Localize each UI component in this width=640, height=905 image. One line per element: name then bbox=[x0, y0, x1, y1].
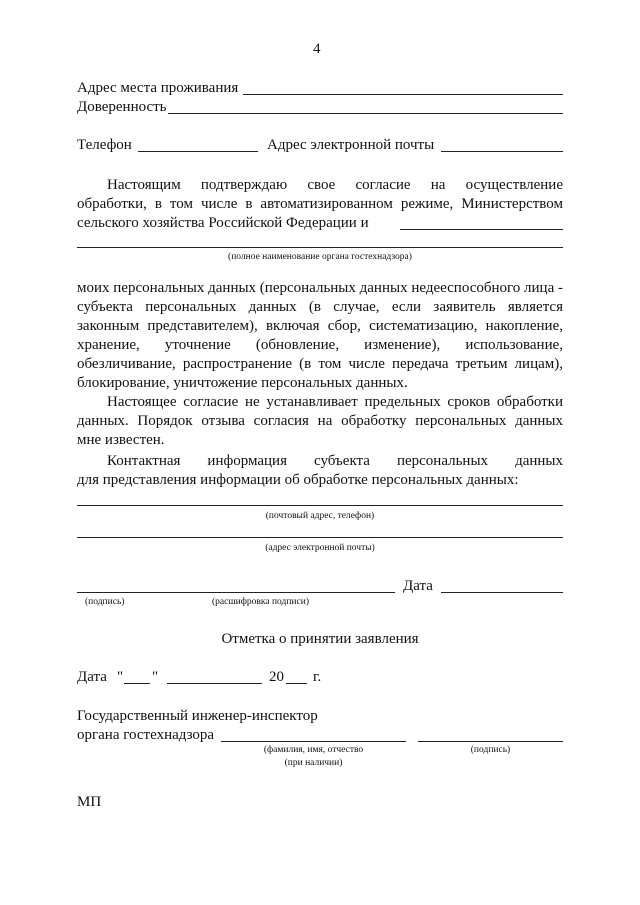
signature-caption: (подпись) bbox=[85, 597, 125, 607]
term-line-2: данных. Порядок отзыва согласия на обработку персональных данных bbox=[77, 413, 563, 429]
postal-caption: (почтовый адрес, телефон) bbox=[265, 511, 375, 521]
body-line-3: законным представителем), включая сбор, систематизацию, накопление, bbox=[77, 318, 563, 334]
body-line-4: хранение, уточнение (обновление, изменение), использование, bbox=[77, 337, 563, 353]
phone-label: Телефон bbox=[77, 137, 132, 153]
signature-date-label: Дата bbox=[403, 578, 433, 594]
signature-field[interactable] bbox=[77, 592, 395, 593]
year-prefix: 20 bbox=[269, 669, 284, 685]
inspector-signature-caption: (подпись) bbox=[470, 745, 511, 755]
phone-field[interactable] bbox=[138, 151, 258, 152]
body-line-6: блокирование, уничтожение персональных данных. bbox=[77, 375, 408, 391]
quote-close: " bbox=[152, 669, 159, 685]
year-field[interactable] bbox=[286, 683, 307, 684]
email-label: Адрес электронной почты bbox=[267, 137, 435, 153]
consent-line-3: сельского хозяйства Российской Федерации и bbox=[77, 215, 369, 231]
contact-line-1: Контактная информация субъекта персональных данных bbox=[107, 453, 563, 469]
authority-inline-field[interactable] bbox=[400, 229, 563, 230]
decryption-caption: (расшифровка подписи) bbox=[212, 597, 309, 607]
contact-email-field[interactable] bbox=[77, 537, 563, 538]
term-line-3: мне известен. bbox=[77, 432, 165, 448]
inspector-line-1: Государственный инженер-инспектор bbox=[77, 708, 318, 724]
year-suffix: г. bbox=[313, 669, 322, 685]
power-of-attorney-field[interactable] bbox=[168, 113, 563, 114]
contact-email-caption: (адрес электронной почты) bbox=[265, 543, 375, 553]
power-of-attorney-label: Доверенность bbox=[77, 99, 167, 115]
email-field[interactable] bbox=[441, 151, 563, 152]
residence-field[interactable] bbox=[243, 94, 563, 95]
postal-address-field[interactable] bbox=[77, 505, 563, 506]
inspector-line-2: органа гостехнадзора bbox=[77, 727, 215, 743]
page-number: 4 bbox=[313, 41, 321, 57]
consent-line-2: обработки, в том числе в автоматизированном режиме, Министерством bbox=[77, 196, 563, 212]
term-line-1: Настоящее согласие не устанавливает предельных сроков обработки bbox=[107, 394, 563, 410]
acceptance-title: Отметка о принятии заявления bbox=[221, 631, 419, 647]
body-line-5: обезличивание, распространение (в том числе передача третьим лицам), bbox=[77, 356, 563, 372]
contact-line-2: для представления информации об обработке персональных данных: bbox=[77, 472, 519, 488]
day-field[interactable] bbox=[124, 683, 150, 684]
consent-line-1: Настоящим подтверждаю свое согласие на осуществление bbox=[107, 177, 563, 193]
quote-open: " bbox=[117, 669, 124, 685]
fio-caption-2: (при наличии) bbox=[284, 758, 343, 768]
signature-date-field[interactable] bbox=[441, 592, 563, 593]
inspector-fio-field[interactable] bbox=[221, 741, 406, 742]
fio-caption: (фамилия, имя, отчество bbox=[263, 745, 364, 755]
acceptance-date-label: Дата bbox=[77, 669, 107, 685]
inspector-signature-field[interactable] bbox=[418, 741, 563, 742]
body-line-1: моих персональных данных (персональных данных недееспособного лица - bbox=[77, 280, 563, 296]
authority-name-field[interactable] bbox=[77, 247, 563, 248]
residence-label: Адрес места проживания bbox=[77, 80, 239, 96]
authority-caption: (полное наименование органа гостехнадзора) bbox=[228, 252, 412, 262]
stamp-placeholder: МП bbox=[77, 794, 102, 810]
body-line-2: субъекта персональных данных (в случае, если заявитель является bbox=[77, 299, 563, 315]
month-field[interactable] bbox=[167, 683, 262, 684]
